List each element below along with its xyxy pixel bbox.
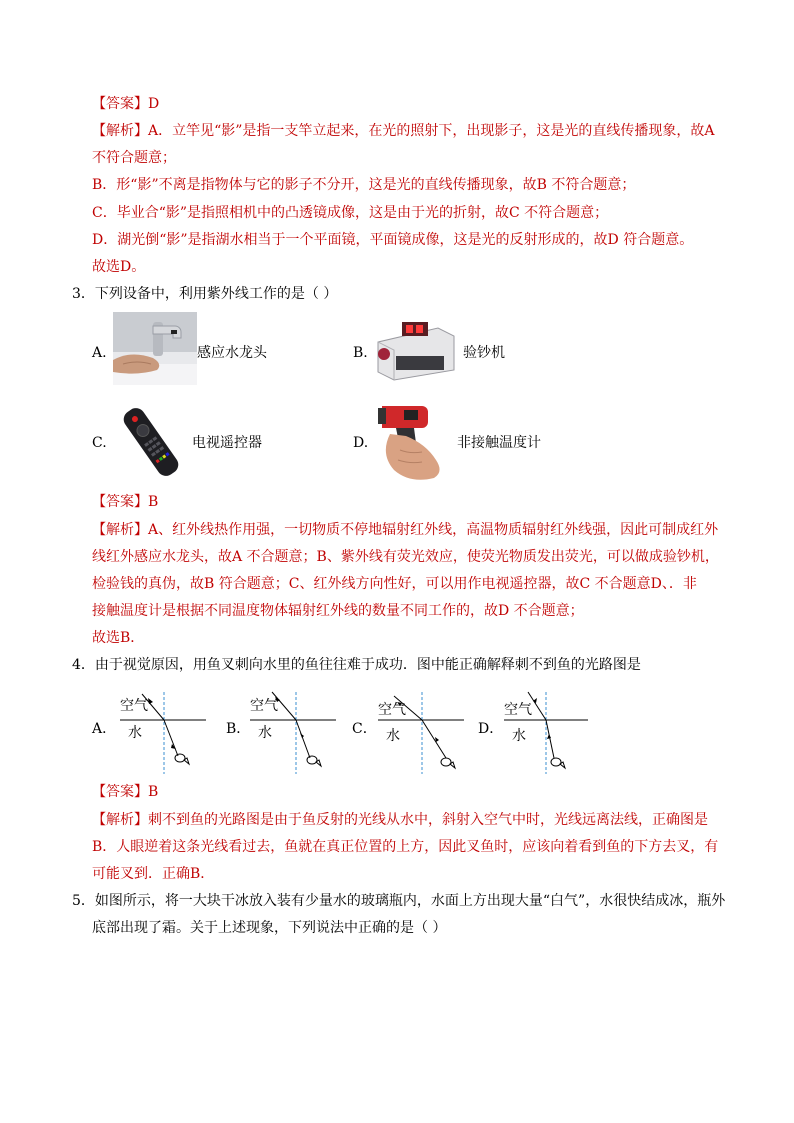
water-label: 水 (386, 728, 400, 744)
q4-analysis-line: 可能叉到．正确B． (92, 866, 215, 882)
q3-option-c-text: 电视遥控器 (192, 435, 262, 451)
q3-option-c-label: C. (92, 435, 107, 451)
water-label: 水 (258, 725, 272, 741)
q2-analysis-line: D．湖光倒“影”是指湖水相当于一个平面镜，平面镜成像，这是光的反射形成的，故D 符合题意。 (92, 232, 694, 248)
q3-analysis-line: 检验钱的真伪，故B 符合题意；C、红外线方向性好，可以用作电视遥控器，故C 不合题意D、．非 (92, 576, 697, 592)
water-label: 水 (512, 728, 526, 744)
q4-diagram-d (498, 688, 598, 776)
q3-option-d-text: 非接触温度计 (457, 435, 541, 451)
q5-stem-line: 底部出现了霜。关于上述现象，下列说法中正确的是（ ） (92, 920, 447, 936)
q4-answer: 【答案】B (92, 784, 159, 800)
air-label: 空气 (378, 702, 406, 718)
q2-analysis-line: B．形“影”不离是指物体与它的影子不分开，这是光的直线传播现象，故B 不符合题意； (92, 177, 636, 193)
q3-stem: 3．下列设备中，利用紫外线工作的是（ ） (72, 286, 338, 302)
q4-option-a-label: A． (92, 721, 117, 737)
q5-stem-line: 5．如图所示，将一大块干冰放入装有少量水的玻璃瓶内，水面上方出现大量“白气”，水很快结成冰，瓶外 (72, 893, 726, 909)
q2-analysis-line: 【解析】A．立竿见“影”是指一支竿立起来，在光的照射下，出现影子，这是光的直线传播现象，故A (92, 123, 715, 139)
q2-analysis-line: C．毕业合“影”是指照相机中的凸透镜成像，这是由于光的折射，故C 不符合题意； (92, 205, 609, 221)
q3-option-b-text: 验钞机 (463, 345, 505, 361)
q3-option-d-label: D. (353, 435, 369, 451)
q4-diagram-a (112, 688, 212, 776)
air-label: 空气 (250, 698, 278, 714)
q2-conclusion: 故选D。 (92, 259, 146, 275)
q4-diagram-b (244, 688, 344, 776)
q3-option-a-label: A. (92, 345, 107, 361)
water-label: 水 (128, 725, 142, 741)
q4-diagram-c (372, 688, 472, 776)
money-detector-image (372, 318, 460, 384)
ir-thermometer-image (374, 400, 456, 482)
q3-analysis-line: 【解析】A、红外线热作用强，一切物质不停地辐射红外线，高温物质辐射红外线强，因此可制成红外 (92, 522, 719, 538)
q4-option-c-label: C． (352, 721, 377, 737)
q3-answer: 【答案】B (92, 494, 159, 510)
q3-conclusion: 故选B． (92, 630, 145, 646)
q4-analysis-line: 【解析】刺不到鱼的光路图是由于鱼反射的光线从水中，斜射入空气中时，光线远离法线，正确图是 (92, 812, 708, 828)
q2-analysis-line: 不符合题意； (92, 150, 176, 166)
air-label: 空气 (504, 702, 532, 718)
q3-option-b-label: B. (353, 345, 368, 361)
q4-option-b-label: B． (226, 721, 251, 737)
q3-option-a-text: 感应水龙头 (197, 345, 267, 361)
remote-control-image (110, 402, 192, 482)
q4-option-d-label: D． (478, 721, 504, 737)
q3-analysis-line: 线红外感应水龙头，故A 不合题意；B、紫外线有荧光效应，使荧光物质发出荧光，可以做成验钞机， (92, 549, 719, 565)
q2-answer: 【答案】D (92, 96, 160, 112)
faucet-image (113, 312, 197, 385)
air-label: 空气 (120, 698, 148, 714)
q4-analysis-line: B．人眼逆着这条光线看过去，鱼就在真正位置的上方，因此叉鱼时，应该向着看到鱼的下方去叉，有 (92, 839, 719, 855)
q3-analysis-line: 接触温度计是根据不同温度物体辐射红外线的数量不同工作的，故D 不合题意； (92, 603, 584, 619)
q4-stem: 4．由于视觉原因，用鱼叉刺向水里的鱼往往难于成功．图中能正确解释刺不到鱼的光路图是 (72, 657, 641, 673)
